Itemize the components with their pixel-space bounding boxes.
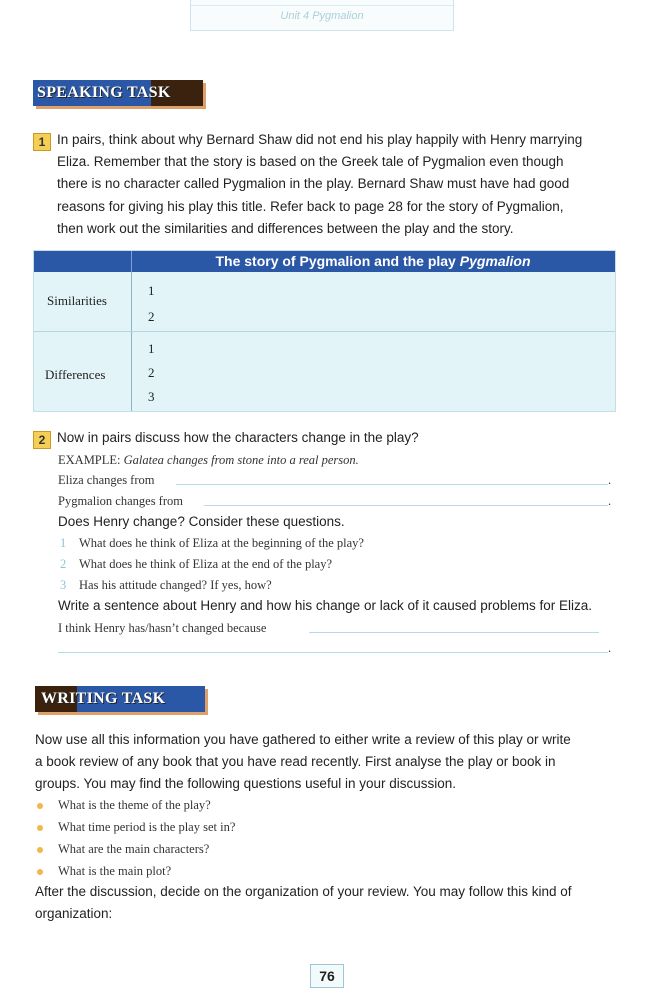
sub-question-3-number: 3 — [60, 578, 67, 592]
eliza-fill-period: . — [608, 473, 612, 487]
question-1-text: In pairs, think about why Bernard Shaw did not end his play happily with Henry marrying Eliza. Remember that the story is based on the Greek tale of Pygmalion even though there is no character called Pygmalion in the play. Bernard Shaw must have had good reasons for giving his play this title. Refer back to page 28 for the story of Pygmalion, then work out the similarities and differences between the play and the story. — [57, 132, 583, 236]
organization-instruction: After the discussion, decide on the organization of your review. You may follow this kind of organization: — [35, 884, 572, 922]
similarity-1: 1 — [148, 283, 155, 298]
pygmalion-fill-line[interactable] — [204, 505, 608, 506]
writing-task-title: WRITING TASK — [41, 690, 166, 707]
henry-fill-line-2[interactable] — [58, 652, 608, 653]
unit-title: Unit 4 Pygmalion — [280, 10, 364, 22]
speaking-task-banner — [33, 80, 203, 106]
question-2-intro: Now in pairs discuss how the characters change in the play? — [57, 430, 419, 445]
bullet-question-3: What are the main characters? — [58, 842, 210, 856]
bullet-1 — [37, 803, 43, 809]
pygmalion-fill-period: . — [608, 494, 612, 508]
bullet-question-4: What is the main plot? — [58, 864, 172, 878]
comparison-table — [33, 250, 616, 412]
differences-label: Differences — [45, 367, 106, 382]
table-header-title: The story of Pygmalion and the play Pygmalion — [215, 253, 531, 269]
example-line: EXAMPLE: Galatea changes from stone into a real person. — [58, 453, 359, 467]
sub-question-1-number: 1 — [60, 536, 67, 550]
bullet-question-2: What time period is the play set in? — [58, 820, 236, 834]
sub-question-2-number: 2 — [60, 557, 67, 571]
bullet-3 — [37, 847, 43, 853]
henry-fill-line-1[interactable] — [309, 632, 599, 633]
difference-2: 2 — [148, 365, 155, 380]
pygmalion-fill-label: Pygmalion changes from — [58, 494, 183, 508]
henry-fill-label: I think Henry has/hasn’t changed because — [58, 621, 267, 635]
running-head — [190, 0, 454, 31]
difference-3: 3 — [148, 389, 155, 404]
writing-intro: Now use all this information you have gathered to either write a review of this play or write a book review of any book that you have read recently. First analyse the play or book in groups. You may find the following questions useful in your discussion. — [35, 732, 571, 792]
sub-question-1: What does he think of Eliza at the beginning of the play? — [79, 536, 364, 550]
table-header — [34, 251, 615, 272]
henry-fill-period: . — [608, 641, 612, 655]
bullet-4 — [37, 869, 43, 875]
eliza-fill-label: Eliza changes from — [58, 473, 155, 487]
bullet-2 — [37, 825, 43, 831]
question-2-number: 2 — [33, 431, 51, 449]
sub-question-2: What does he think of Eliza at the end of the play? — [79, 557, 333, 571]
write-instruction: Write a sentence about Henry and how his change or lack of it caused problems for Eliza. — [58, 598, 593, 613]
similarities-label: Similarities — [47, 293, 107, 308]
similarity-2: 2 — [148, 309, 155, 324]
sub-question-3: Has his attitude changed? If yes, how? — [79, 578, 272, 592]
page-number: 76 — [310, 964, 344, 988]
eliza-fill-line[interactable] — [176, 484, 608, 485]
writing-task-banner — [35, 686, 205, 712]
henry-question: Does Henry change? Consider these questions. — [58, 514, 345, 529]
difference-1: 1 — [148, 341, 155, 356]
speaking-task-title: SPEAKING TASK — [37, 84, 171, 101]
question-1-number: 1 — [33, 133, 51, 151]
bullet-question-1: What is the theme of the play? — [58, 798, 211, 812]
